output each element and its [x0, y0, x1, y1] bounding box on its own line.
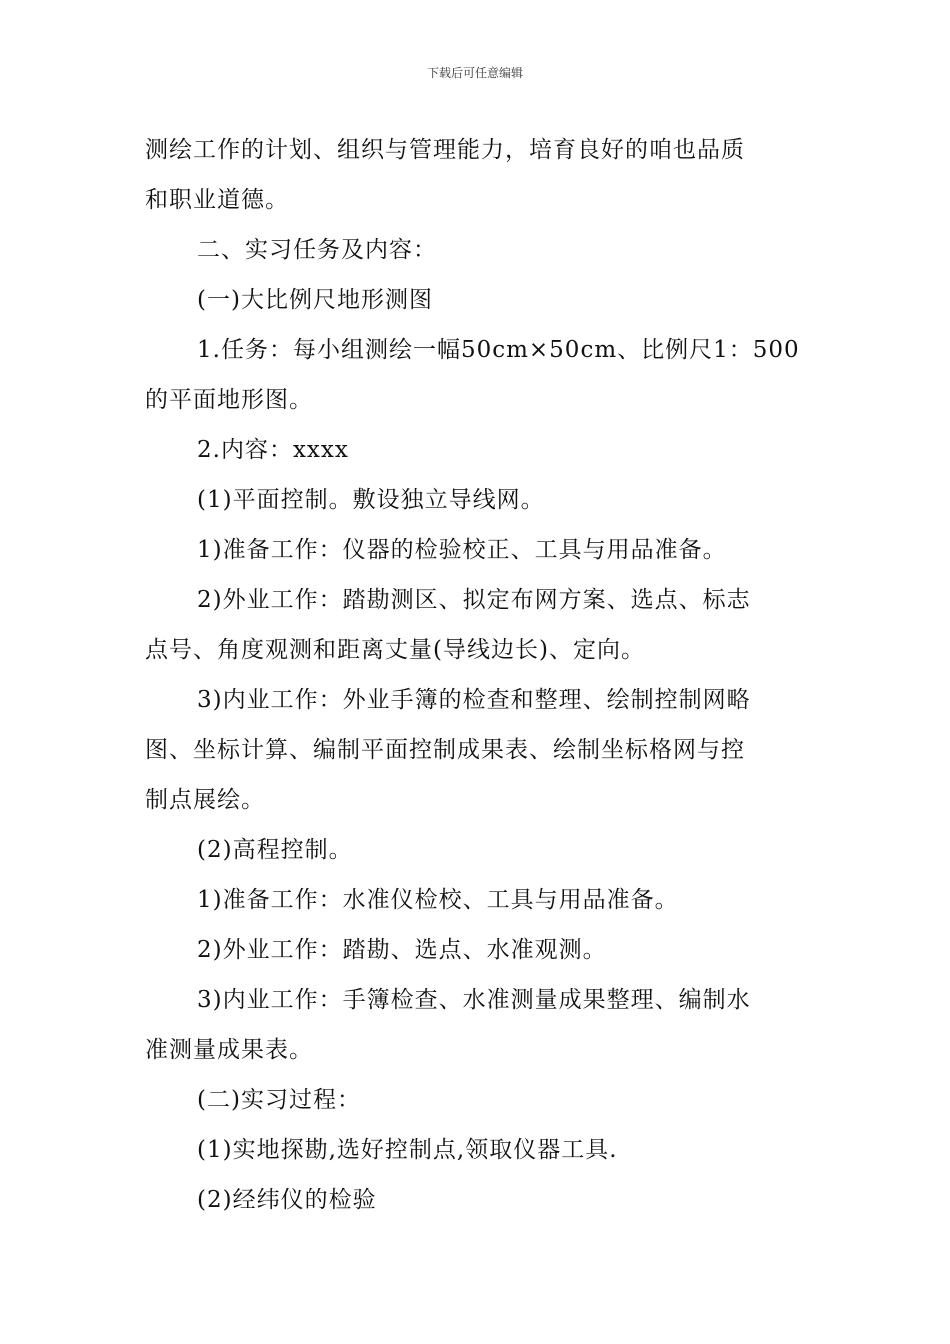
text-line: 1.任务：每小组测绘一幅50cm×50cm、比例尺1：500: [197, 337, 800, 363]
text-line: (1)平面控制。敷设独立导线网。: [197, 487, 545, 513]
text-line: 的平面地形图。: [145, 387, 313, 413]
text-line: 3)内业工作：手簿检查、水准测量成果整理、编制水: [197, 987, 751, 1013]
text-line: 1)准备工作：水准仪检校、工具与用品准备。: [197, 887, 679, 913]
page-header: 下载后可任意编辑: [426, 66, 523, 80]
text-line: 2.内容：xxxx: [197, 437, 349, 463]
text-line: 3)内业工作：外业手簿的检查和整理、绘制控制网略: [197, 687, 751, 713]
subsection-heading: (二)实习过程：: [197, 1087, 361, 1113]
text-line: 准测量成果表。: [145, 1037, 313, 1063]
text-line: 和职业道德。: [145, 187, 289, 213]
text-line: 制点展绘。: [145, 787, 265, 813]
text-line: 2)外业工作：踏勘测区、拟定布网方案、选点、标志: [197, 587, 751, 613]
section-heading: 二、实习任务及内容：: [197, 237, 437, 263]
text-line: 2)外业工作：踏勘、选点、水准观测。: [197, 937, 607, 963]
text-line: 图、坐标计算、编制平面控制成果表、绘制坐标格网与控: [145, 737, 745, 763]
text-line: 点号、角度观测和距离丈量(导线边长)、定向。: [145, 637, 645, 663]
text-line: (2)经纬仪的检验: [197, 1187, 377, 1213]
text-line: 1)准备工作：仪器的检验校正、工具与用品准备。: [197, 537, 727, 563]
text-line: (2)高程控制。: [197, 837, 353, 863]
text-line: (1)实地探勘,选好控制点,领取仪器工具.: [197, 1137, 618, 1163]
text-line: 测绘工作的计划、组织与管理能力，培育良好的咱也品质: [145, 137, 745, 163]
document-body: [145, 125, 810, 1225]
subsection-heading: (一)大比例尺地形测图: [197, 287, 433, 313]
